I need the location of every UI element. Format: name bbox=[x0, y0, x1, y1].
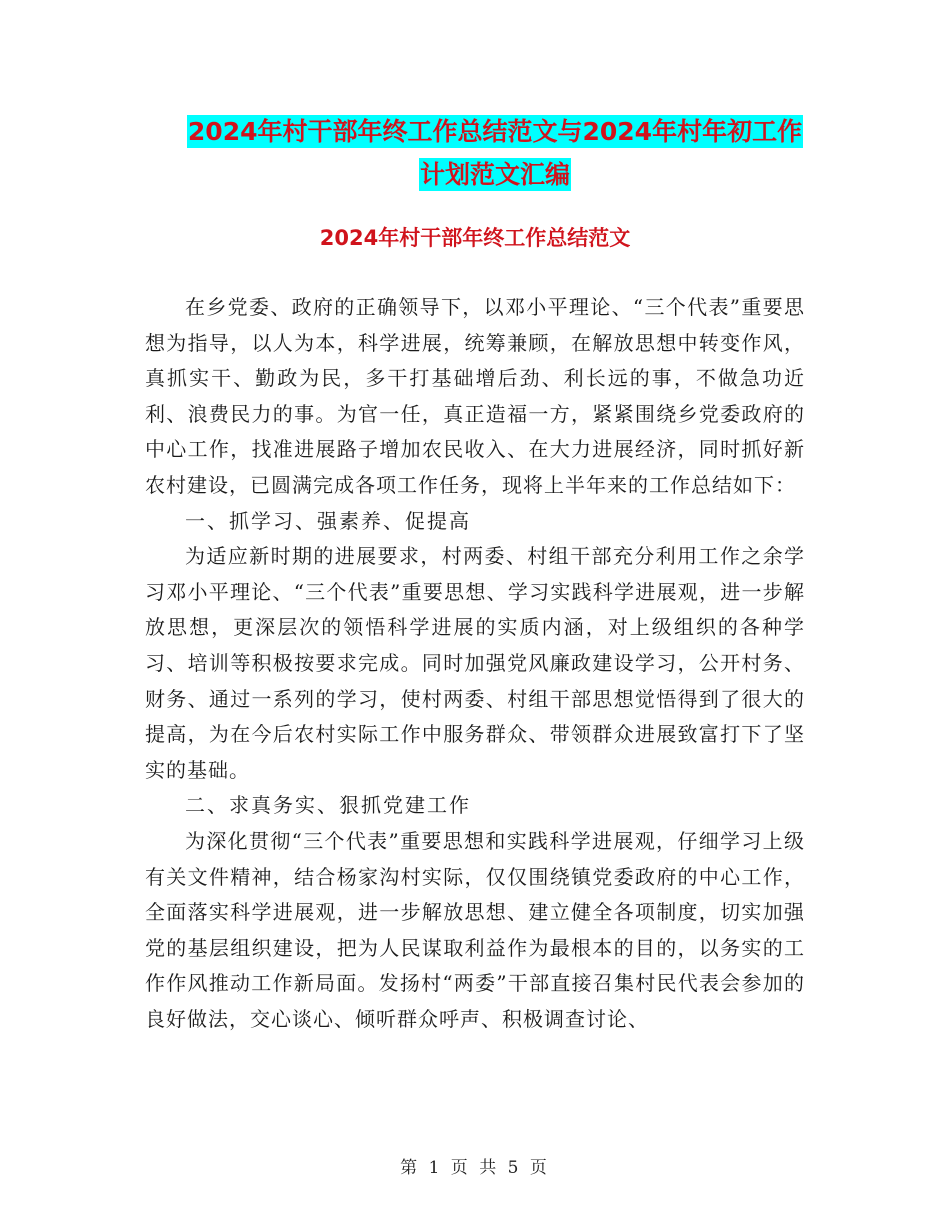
subheading-party-building: 二、求真务实、狠抓党建工作 bbox=[185, 793, 471, 818]
document-title-line-2: 计划范文汇编 bbox=[419, 160, 570, 189]
subheading-study: 一、抓学习、强素养、促提高 bbox=[185, 508, 471, 533]
document-body bbox=[145, 290, 805, 1037]
paragraph-intro: 在乡党委、政府的正确领导下，以邓小平理论、“三个代表”重要思想为指导，以人为本，科学进展，统筹兼顾，在解放思想中转变作风，真抓实干、勤政为民，多干打基础增后劲、利长远的事，不做急功近利、浪费民力的事。为官一任，真正造福一方，紧紧围绕乡党委政府的中心工作，找准进展路子增加农民收入、在大力进展经济，同时抓好新农村建设，已圆满完成各项工作任务，现将上半年来的工作总结如下： bbox=[145, 295, 805, 497]
section-title: 2024年村干部年终工作总结范文 bbox=[319, 226, 631, 250]
paragraph-study: 为适应新时期的进展要求，村两委、村组干部充分利用工作之余学习邓小平理论、“三个代表”重要思想、学习实践科学进展观，进一步解放思想，更深层次的领悟科学进展的实质内涵，对上级组织的各种学习、培训等积极按要求完成。同时加强党风廉政建设学习，公开村务、财务、通过一系列的学习，使村两委、村组干部思想觉悟得到了很大的提高，为在今后农村实际工作中服务群众、带领群众进展致富打下了坚实的基础。 bbox=[145, 544, 805, 782]
paragraph-party-building: 为深化贯彻“三个代表”重要思想和实践科学进展观，仔细学习上级有关文件精神，结合杨家沟村实际，仅仅围绕镇党委政府的中心工作，全面落实科学进展观，进一步解放思想、建立健全各项制度，切实加强党的基层组织建设，把为人民谋取利益作为最根本的目的，以务实的工作作风推动工作新局面。发扬村“两委”干部直接召集村民代表会参加的良好做法，交心谈心、倾听群众呼声、积极调查讨论、 bbox=[145, 828, 805, 1031]
page-footer: 第 1 页 共 5 页 bbox=[400, 1158, 550, 1178]
document-title-line-1: 2024年村干部年终工作总结范文与2024年村年初工作 bbox=[187, 117, 803, 146]
